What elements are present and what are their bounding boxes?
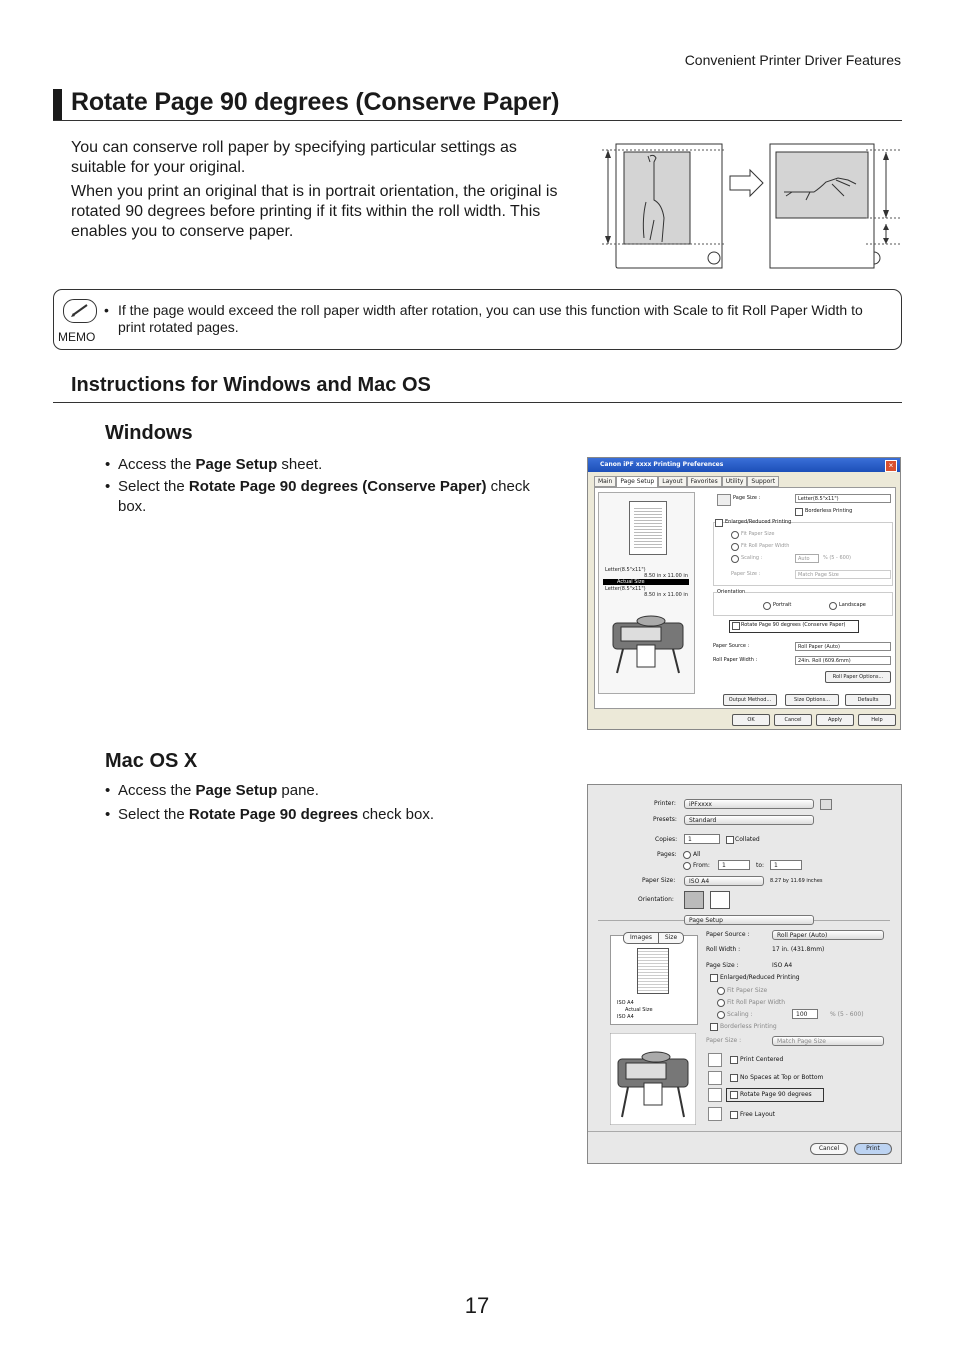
rotate-checkbox[interactable]	[730, 1091, 738, 1099]
landscape-icon[interactable]	[710, 891, 730, 909]
help-button[interactable]: Help	[858, 714, 896, 726]
printer-icon	[610, 1033, 696, 1125]
from-radio[interactable]	[683, 862, 691, 870]
landscape-label: Landscape	[839, 602, 866, 608]
memo-pencil-icon	[63, 299, 97, 323]
free-layout-icon	[708, 1107, 722, 1121]
paper-size-label: Paper Size:	[642, 877, 676, 884]
rotated-page	[776, 152, 868, 218]
windows-heading: Windows	[105, 422, 193, 444]
no-spaces-checkbox[interactable]	[730, 1074, 738, 1082]
portrait-radio[interactable]	[763, 602, 771, 610]
tab-favorites[interactable]: Favorites	[687, 476, 722, 487]
roll-curl-right	[874, 252, 880, 264]
running-header: Convenient Printer Driver Features	[684, 52, 901, 68]
dialog-title: Canon iPF xxxx Printing Preferences	[600, 461, 724, 468]
borderless-checkbox[interactable]	[795, 508, 803, 516]
preview-actual: Actual Size	[625, 1007, 653, 1013]
orientation-group	[713, 592, 893, 616]
page-size-value: ISO A4	[772, 962, 793, 969]
printer-icon	[607, 607, 689, 677]
tab-support[interactable]: Support	[747, 476, 779, 487]
preview-panel	[598, 492, 695, 694]
cancel-button[interactable]: Cancel	[810, 1143, 848, 1155]
fit-roll-label: Fit Roll Paper Width	[727, 999, 786, 1006]
scaling-input[interactable]: Auto	[795, 554, 819, 563]
intro-text	[71, 138, 571, 246]
page-title: Rotate Page 90 degrees (Conserve Paper)	[71, 88, 560, 116]
preview-page	[629, 501, 667, 555]
scaling-radio[interactable]	[717, 1011, 725, 1019]
fit-paper-label: Fit Paper Size	[741, 531, 775, 537]
no-spaces-label: No Spaces at Top or Bottom	[740, 1074, 824, 1081]
scaling-range: % (5 - 600)	[830, 1011, 864, 1018]
scaling-label: Scaling :	[727, 1011, 753, 1018]
ok-button[interactable]: OK	[732, 714, 770, 726]
paper-source-select[interactable]: Roll Paper (Auto)	[795, 642, 891, 651]
mac-heading: Mac OS X	[105, 750, 198, 772]
enlarged-label: Enlarged/Reduced Printing	[725, 519, 792, 525]
fit-roll-label: Fit Roll Paper Width	[741, 543, 790, 549]
mac-dialog-screenshot	[587, 784, 902, 1164]
dialog-titlebar	[588, 458, 900, 472]
scaling-input[interactable]: 100	[792, 1009, 818, 1019]
intro-paragraph-2: When you print an original that is in portrait orientation, the original is rotated 90 degrees before printing if it fits within the roll width. This enables you to conserve paper.	[71, 183, 558, 240]
preview-dims-2: 8.50 in x 11.00 in	[644, 592, 688, 598]
paper-source-label: Paper Source :	[706, 931, 750, 938]
rotate-checkbox[interactable]	[732, 622, 740, 630]
paper-size2-label: Paper Size :	[731, 571, 761, 577]
roll-width-label: Roll Paper Width :	[713, 657, 758, 663]
fit-paper-radio[interactable]	[731, 531, 739, 539]
collated-label: Collated	[735, 836, 760, 843]
paper-source-label: Paper Source :	[713, 643, 750, 649]
free-layout-checkbox[interactable]	[730, 1111, 738, 1119]
tab-main[interactable]: Main	[594, 476, 616, 487]
paper-size-popup[interactable]: ISO A4	[684, 876, 764, 886]
landscape-radio[interactable]	[829, 602, 837, 610]
preview-page	[637, 948, 669, 994]
roll-options-button[interactable]: Roll Paper Options...	[825, 671, 891, 683]
list-item: • Access the Page Setup pane.	[105, 781, 545, 801]
mac-steps	[105, 781, 545, 825]
section-heading: Instructions for Windows and Mac OS	[71, 374, 431, 396]
page-size-select[interactable]: Letter(8.5"x11")	[795, 494, 891, 503]
roll-width-label: Roll Width :	[706, 946, 741, 953]
borderless-label: Borderless Printing	[805, 508, 853, 514]
all-label: All	[693, 851, 701, 858]
print-button[interactable]: Print	[854, 1143, 892, 1155]
match-page-select[interactable]: Match Page Size	[795, 570, 891, 579]
portrait-label: Portrait	[773, 602, 792, 608]
pages-label: Pages:	[657, 851, 677, 858]
page-size-label: Page Size :	[733, 495, 761, 501]
rotation-illustration	[598, 140, 904, 272]
borderless-label: Borderless Printing	[720, 1023, 777, 1030]
rotate-icon	[708, 1088, 722, 1102]
roll-width-value: 17 in. (431.8mm)	[772, 946, 825, 953]
match-page-popup[interactable]: Match Page Size	[772, 1036, 884, 1046]
fit-paper-radio[interactable]	[717, 987, 725, 995]
collated-checkbox[interactable]	[726, 836, 734, 844]
output-method-button[interactable]: Output Method...	[723, 694, 777, 706]
list-item: • Select the Rotate Page 90 degrees (Conserve Paper) check box.	[105, 477, 545, 517]
print-centered-label: Print Centered	[740, 1056, 784, 1063]
tab-utility[interactable]: Utility	[722, 476, 748, 487]
list-item: • Select the Rotate Page 90 degrees check box.	[105, 805, 545, 825]
enlarged-label: Enlarged/Reduced Printing	[720, 974, 800, 981]
arrow-right-icon	[730, 170, 763, 196]
fit-roll-radio[interactable]	[717, 999, 725, 1007]
tab-panel	[594, 487, 896, 709]
scaling-radio[interactable]	[731, 555, 739, 563]
section-rule	[53, 402, 902, 403]
rotate-label: Rotate Page 90 degrees	[740, 1091, 812, 1098]
preview-size-2: Letter(8.5"x11")	[605, 586, 646, 592]
memo-label: MEMO	[58, 330, 96, 344]
to-label: to:	[756, 862, 765, 869]
cancel-button[interactable]: Cancel	[774, 714, 812, 726]
presets-popup[interactable]: Standard	[684, 815, 814, 825]
printer-popup[interactable]: iPFxxxx	[684, 799, 814, 809]
scaling-range: % (5 - 600)	[823, 555, 851, 561]
paper-dims: 8.27 by 11.69 inches	[770, 878, 823, 884]
tab-size[interactable]: Size	[658, 932, 684, 944]
title-rule	[53, 120, 902, 121]
windows-dialog-screenshot	[587, 457, 901, 730]
tab-page-setup[interactable]: Page Setup	[616, 476, 658, 487]
preview-panel	[610, 935, 698, 1025]
copies-label: Copies:	[655, 836, 678, 843]
page-size-label: Page Size :	[706, 962, 739, 969]
center-icon	[708, 1053, 722, 1067]
size-options-button[interactable]: Size Options...	[785, 694, 839, 706]
printer-label: Printer:	[654, 800, 676, 807]
memo-bullet: •	[104, 302, 109, 318]
print-centered-checkbox[interactable]	[730, 1056, 738, 1064]
fit-paper-label: Fit Paper Size	[727, 987, 768, 994]
from-label: From:	[693, 862, 710, 869]
enlarged-checkbox[interactable]	[710, 974, 718, 982]
preview-size-1: ISO A4	[617, 1000, 634, 1006]
list-item: • Access the Page Setup sheet.	[105, 455, 545, 475]
page-number: 17	[464, 1293, 490, 1318]
tab-layout[interactable]: Layout	[658, 476, 686, 487]
fit-roll-radio[interactable]	[731, 543, 739, 551]
to-input[interactable]: 1	[770, 860, 802, 870]
dialog-tabs	[594, 476, 779, 487]
preview-size-2: ISO A4	[617, 1014, 634, 1020]
copies-input[interactable]: 1	[684, 834, 720, 844]
scaling-label: Scaling :	[741, 555, 763, 561]
defaults-button[interactable]: Defaults	[845, 694, 891, 706]
portrait-icon[interactable]	[684, 891, 704, 909]
preview-size-1: Letter(8.5"x11")	[605, 567, 646, 573]
page-size-icon	[717, 494, 731, 506]
no-spaces-icon	[708, 1071, 722, 1085]
preview-dims-1: 8.50 in x 11.00 in	[644, 573, 688, 579]
memo-text: If the page would exceed the roll paper width after rotation, you can use this function with Scale to fit Roll Paper Width to print rotated pages.	[118, 302, 863, 335]
intro-paragraph-1: You can conserve roll paper by specifying particular settings as suitable for your original.	[71, 139, 517, 176]
enlarged-checkbox[interactable]	[715, 519, 723, 527]
expand-icon[interactable]	[820, 799, 832, 810]
windows-steps	[105, 455, 545, 517]
borderless-checkbox[interactable]	[710, 1023, 718, 1031]
orientation-label: Orientation	[717, 589, 746, 595]
all-radio[interactable]	[683, 851, 691, 859]
roll-width-select[interactable]: 24in. Roll (609.6mm)	[795, 656, 891, 665]
rotate-label: Rotate Page 90 degrees (Conserve Paper)	[741, 622, 846, 628]
free-layout-label: Free Layout	[740, 1111, 776, 1118]
tab-images[interactable]: Images	[623, 932, 659, 944]
preview-actual-size: Actual Size	[603, 579, 689, 585]
presets-label: Presets:	[653, 816, 677, 823]
close-icon[interactable]: ×	[885, 460, 897, 472]
title-marker	[53, 89, 62, 120]
paper-size2-label: Paper Size :	[706, 1037, 742, 1044]
pane-popup[interactable]: Page Setup	[684, 915, 814, 925]
portrait-page	[624, 152, 690, 244]
footer-divider	[588, 1131, 901, 1132]
orientation-label: Orientation:	[638, 896, 674, 903]
from-input[interactable]: 1	[718, 860, 750, 870]
paper-source-popup[interactable]: Roll Paper (Auto)	[772, 930, 884, 940]
apply-button[interactable]: Apply	[816, 714, 854, 726]
